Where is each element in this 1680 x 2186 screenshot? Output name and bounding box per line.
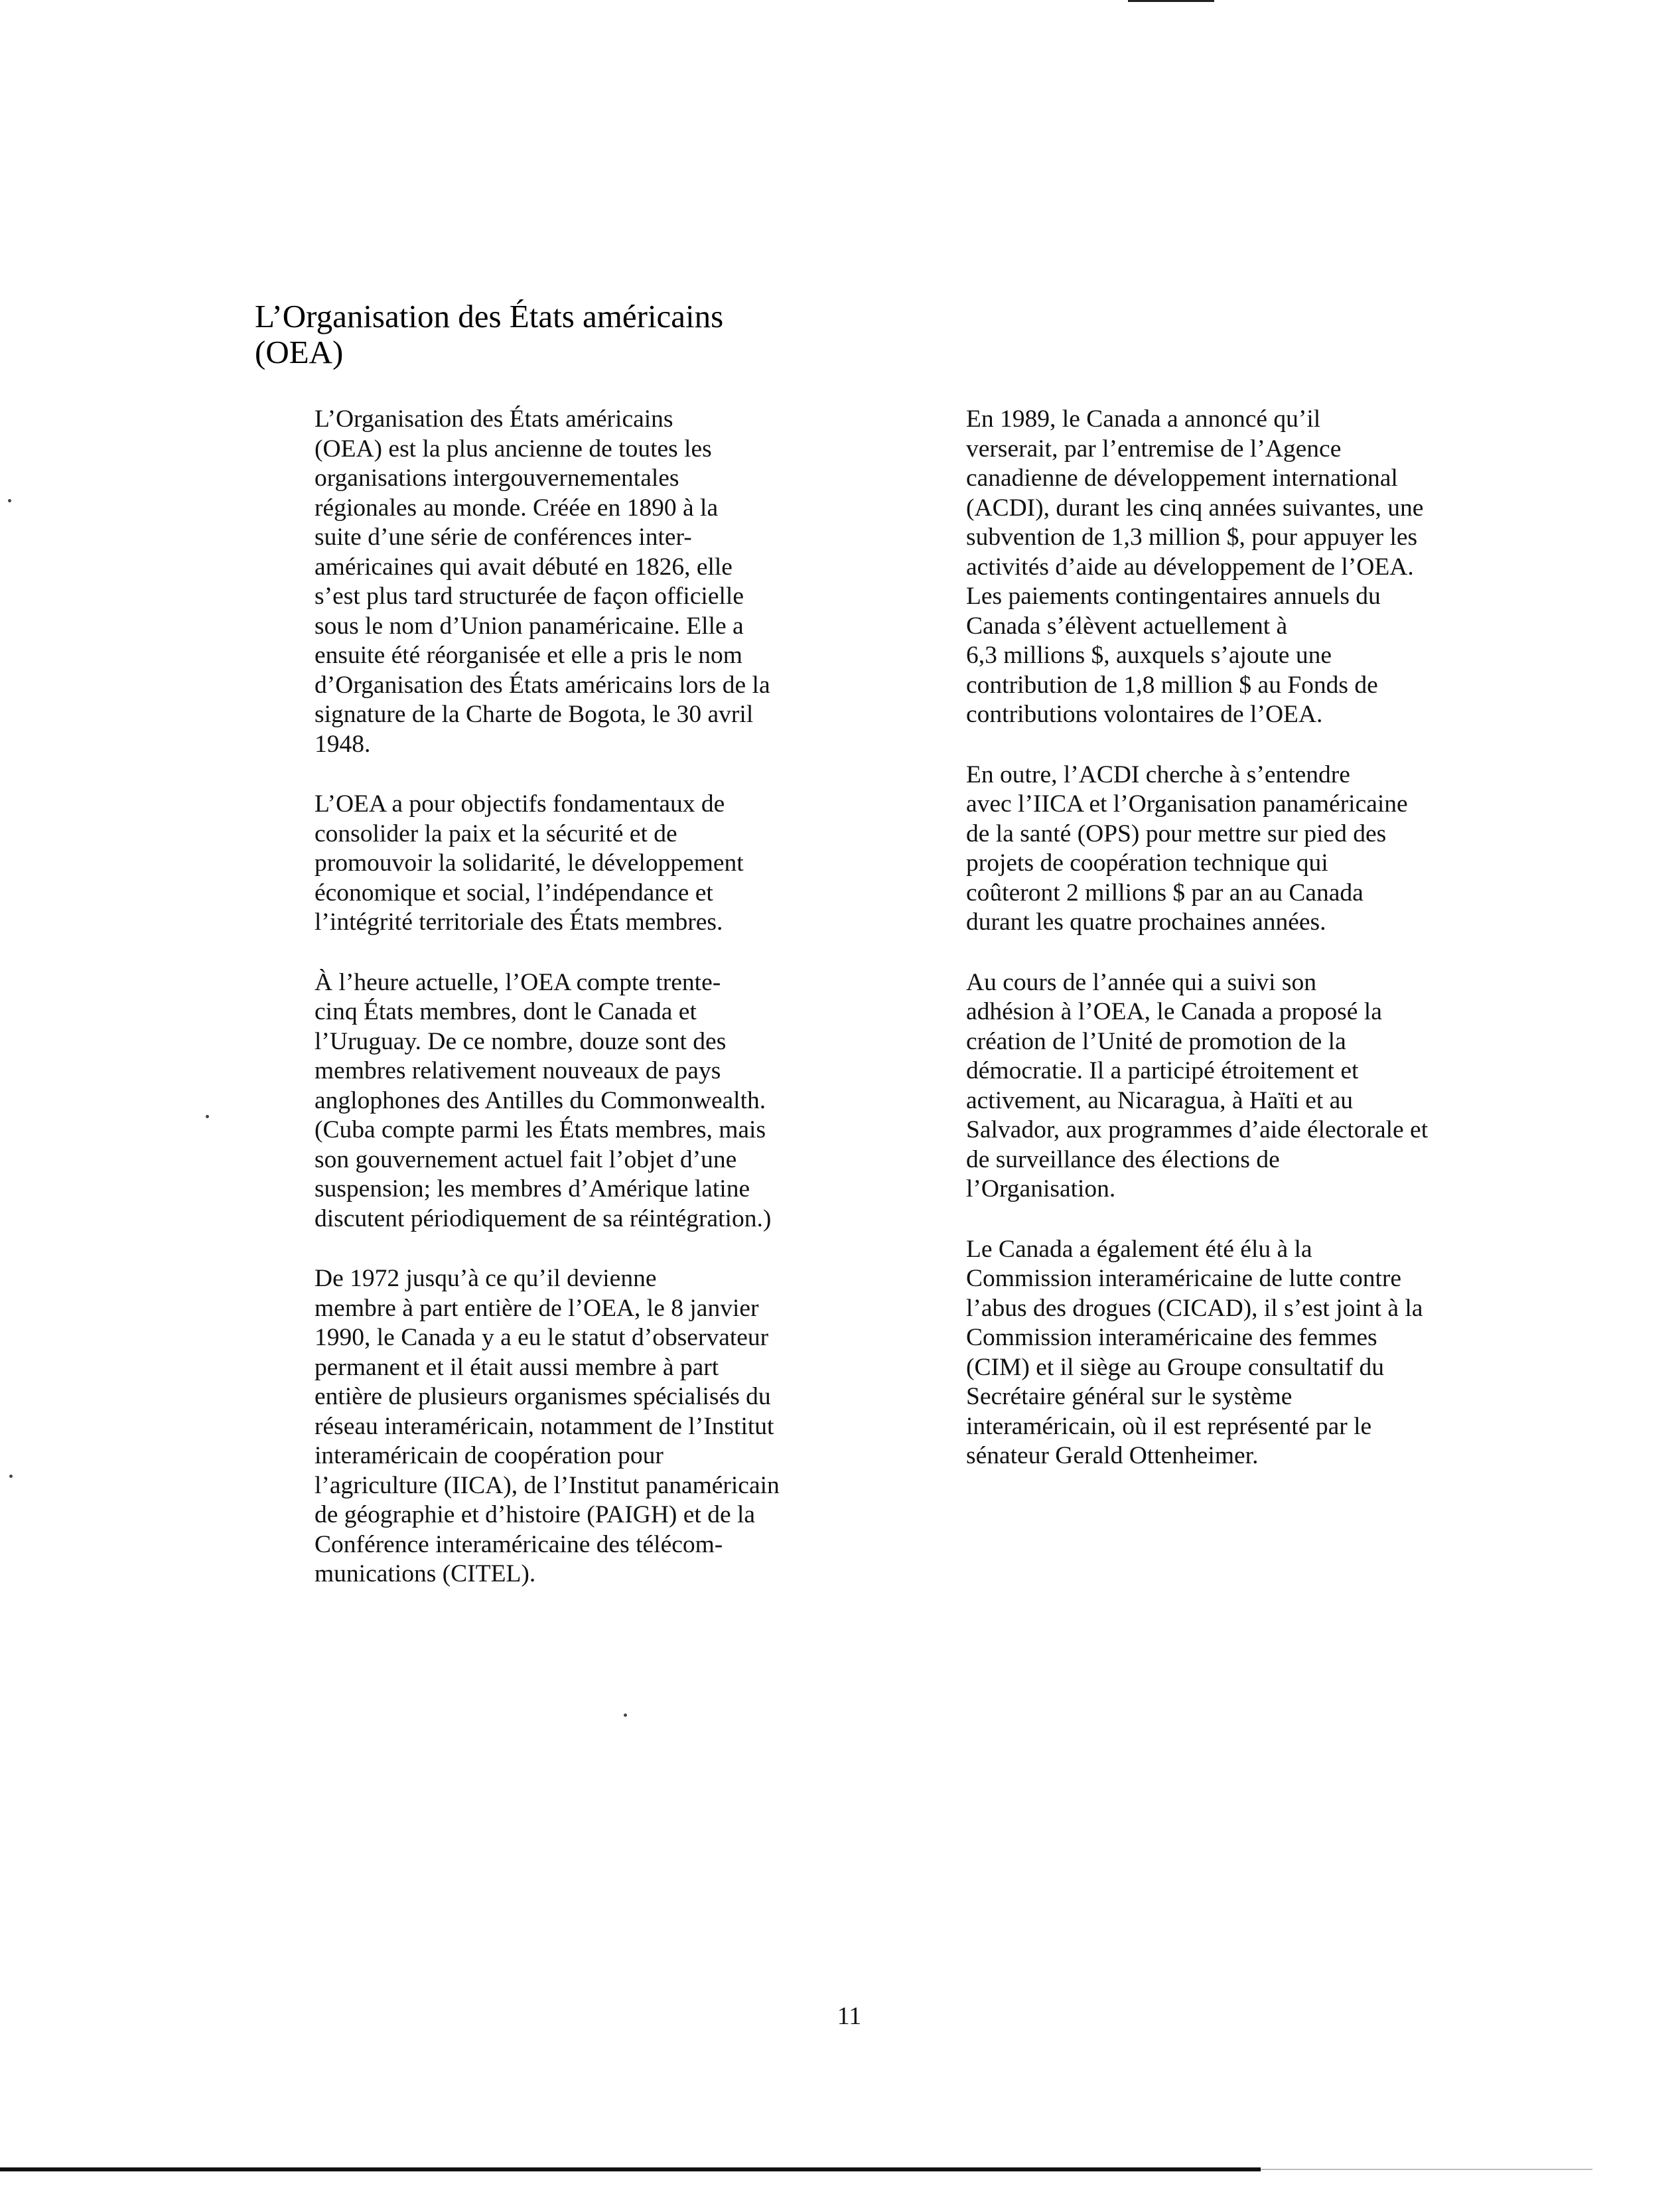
text-line: économique et social, l’indépendance et — [315, 879, 713, 907]
text-line: permanent et il était aussi membre à part — [315, 1353, 719, 1381]
text-line: Commission interaméricaine de lutte contre — [966, 1265, 1402, 1292]
bottom-rule — [0, 2167, 1261, 2171]
text-line: En outre, l’ACDI cherche à s’entendre — [966, 761, 1350, 788]
text-line: verserait, par l’entremise de l’Agence — [966, 435, 1342, 463]
text-line: canadienne de développement international — [966, 465, 1398, 492]
text-line: régionales au monde. Créée en 1890 à la — [315, 494, 719, 522]
text-line: (Cuba compte parmi les États membres, mais — [315, 1116, 766, 1143]
text-line: activités d’aide au développement de l’OEA. — [966, 553, 1414, 581]
text-line: contribution de 1,8 million $ au Fonds de — [966, 671, 1378, 699]
title-line: (OEA) — [255, 334, 344, 370]
text-line: interaméricain, où il est représenté par le — [966, 1412, 1372, 1440]
text-line: s’est plus tard structurée de façon officielle — [315, 583, 744, 610]
text-line: réseau interaméricain, notamment de l’Institut — [315, 1412, 774, 1440]
text-line: projets de coopération technique qui — [966, 849, 1328, 877]
paragraph — [255, 405, 825, 759]
text-line: durant les quatre prochaines années. — [966, 909, 1326, 936]
paragraph — [255, 790, 825, 938]
text-line: création de l’Unité de promotion de la — [966, 1027, 1346, 1055]
scan-speck — [206, 1115, 209, 1118]
text-line: son gouvernement actuel fait l’objet d’une — [315, 1145, 737, 1173]
page-title — [255, 299, 852, 370]
text-line: américaines qui avait débuté en 1826, elle — [315, 553, 733, 581]
text-line: subvention de 1,3 million $, pour appuyer les — [966, 524, 1418, 551]
page-number: 11 — [837, 2002, 862, 2030]
text-line: sénateur Gerald Ottenheimer. — [966, 1442, 1259, 1469]
text-line: 1990, le Canada y a eu le statut d’observateur — [315, 1324, 769, 1351]
text-line: L’OEA a pour objectifs fondamentaux de — [315, 790, 725, 818]
text-line: 6,3 millions $, auxquels s’ajoute une — [966, 642, 1332, 669]
text-line: sous le nom d’Union panaméricaine. Elle a — [315, 612, 744, 640]
text-line: munications (CITEL). — [315, 1560, 536, 1587]
text-line: anglophones des Antilles du Commonwealth. — [315, 1086, 766, 1114]
paragraph — [906, 1235, 1477, 1471]
left-column — [255, 405, 825, 1620]
text-line: organisations intergouvernementales — [315, 465, 679, 492]
text-line: ensuite été réorganisée et elle a pris le nom — [315, 642, 742, 669]
text-line: membre à part entière de l’OEA, le 8 janvier — [315, 1294, 759, 1322]
text-line: Conférence interaméricaine des télécom- — [315, 1530, 723, 1558]
text-line: En 1989, le Canada a annoncé qu’il — [966, 405, 1321, 433]
text-line: Secrétaire général sur le système — [966, 1383, 1293, 1410]
text-line: activement, au Nicaragua, à Haïti et au — [966, 1086, 1354, 1114]
text-line: Commission interaméricaine des femmes — [966, 1324, 1377, 1351]
paragraph — [255, 1264, 825, 1589]
text-line: de géographie et d’histoire (PAIGH) et de la — [315, 1501, 756, 1528]
text-line: l’Organisation. — [966, 1175, 1116, 1202]
text-line: adhésion à l’OEA, le Canada a proposé la — [966, 998, 1382, 1025]
text-line: discutent périodiquement de sa réintégration.) — [315, 1204, 772, 1232]
text-line: (OEA) est la plus ancienne de toutes les — [315, 435, 712, 463]
text-line: l’agriculture (IICA), de l’Institut panaméricain — [315, 1471, 780, 1499]
text-line: démocratie. Il a participé étroitement et — [966, 1057, 1359, 1084]
paragraph — [906, 968, 1477, 1204]
text-line: de surveillance des élections de — [966, 1145, 1280, 1173]
text-line: contributions volontaires de l’OEA. — [966, 701, 1323, 728]
text-line: De 1972 jusqu’à ce qu’il devienne — [315, 1265, 657, 1292]
scan-speck — [8, 499, 11, 502]
bottom-rule-faint — [1261, 2169, 1592, 2170]
text-line: Salvador, aux programmes d’aide électorale et — [966, 1116, 1429, 1143]
text-line: coûteront 2 millions $ par an au Canada — [966, 879, 1364, 907]
title-line: L’Organisation des États américains — [255, 298, 724, 334]
text-line: 1948. — [315, 730, 371, 758]
text-line: consolider la paix et la sécurité et de — [315, 820, 677, 847]
text-line: (ACDI), durant les cinq années suivantes, une — [966, 494, 1424, 522]
paragraph — [255, 968, 825, 1234]
text-line: de la santé (OPS) pour mettre sur pied des — [966, 820, 1387, 847]
text-line: l’intégrité territoriale des États membres. — [315, 909, 723, 936]
text-line: Canada s’élèvent actuellement à — [966, 612, 1288, 640]
text-line: interaméricain de coopération pour — [315, 1442, 664, 1469]
text-line: l’abus des drogues (CICAD), il s’est joint à la — [966, 1294, 1423, 1322]
text-line: Le Canada a également été élu à la — [966, 1235, 1312, 1263]
scan-speck — [624, 1713, 627, 1717]
text-line: cinq États membres, dont le Canada et — [315, 998, 697, 1025]
text-line: entière de plusieurs organismes spécialisés du — [315, 1383, 771, 1410]
scan-speck — [9, 1475, 13, 1478]
text-line: promouvoir la solidarité, le développement — [315, 849, 744, 877]
text-line: avec l’IICA et l’Organisation panaméricaine — [966, 790, 1408, 818]
top-rule — [1128, 0, 1214, 2]
text-line: (CIM) et il siège au Groupe consultatif du — [966, 1353, 1385, 1381]
text-line: l’Uruguay. De ce nombre, douze sont des — [315, 1027, 727, 1055]
text-line: membres relativement nouveaux de pays — [315, 1057, 721, 1084]
paragraph — [906, 405, 1477, 730]
text-line: suspension; les membres d’Amérique latine — [315, 1175, 750, 1202]
text-line: Les paiements contingentaires annuels du — [966, 583, 1381, 610]
text-line: d’Organisation des États américains lors de la — [315, 671, 770, 699]
text-line: Au cours de l’année qui a suivi son — [966, 968, 1317, 996]
paragraph — [906, 761, 1477, 938]
text-line: À l’heure actuelle, l’OEA compte trente- — [315, 968, 721, 996]
text-line: suite d’une série de conférences inter- — [315, 524, 692, 551]
text-line: signature de la Charte de Bogota, le 30 avril — [315, 701, 754, 728]
text-line: L’Organisation des États américains — [315, 405, 673, 433]
right-column — [906, 405, 1477, 1502]
